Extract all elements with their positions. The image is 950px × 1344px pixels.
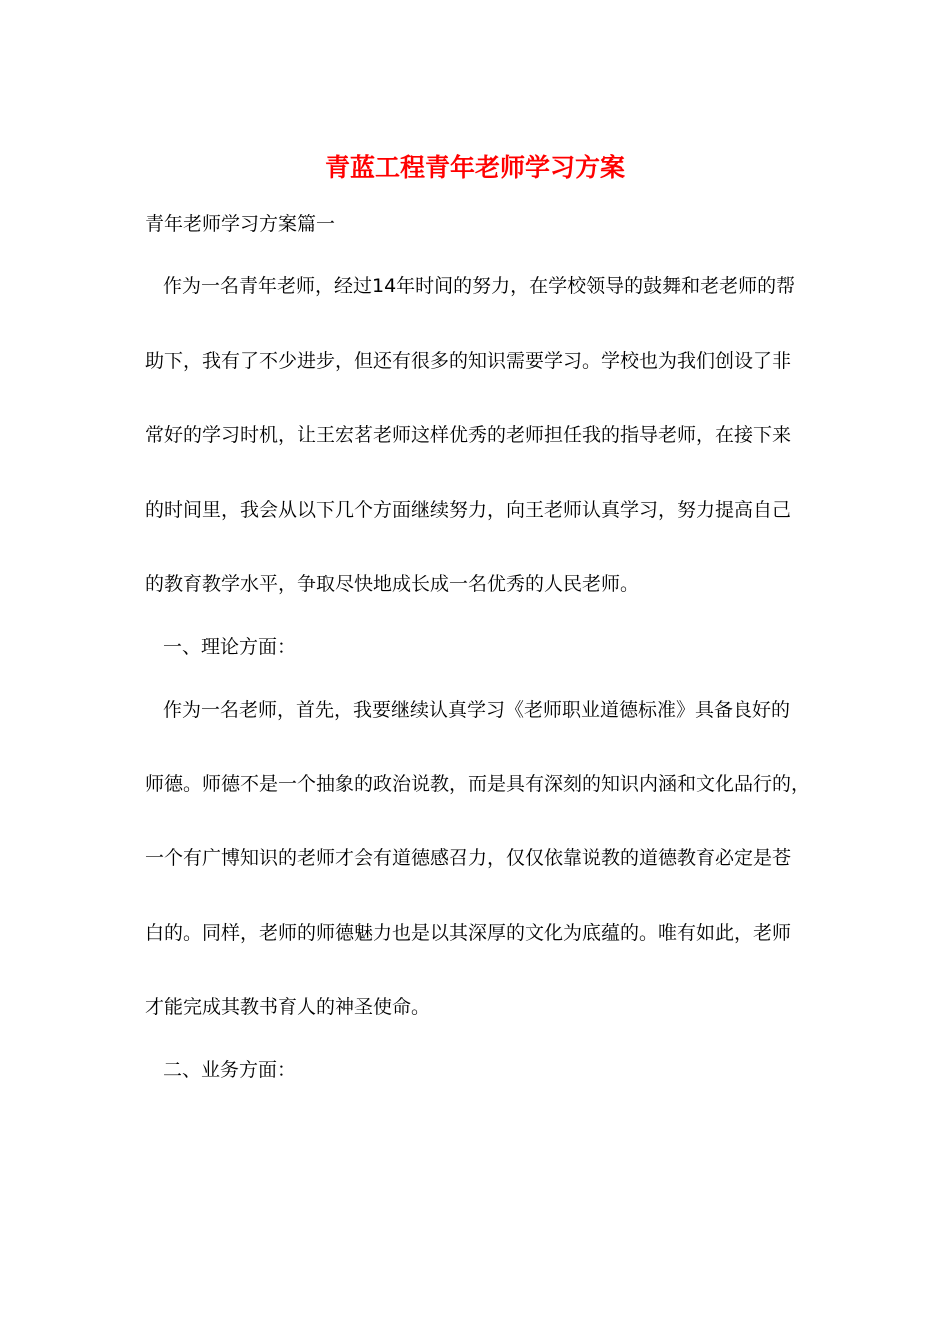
- paragraph1-line: 助下，我有了不少进步，但还有很多的知识需要学习。学校也为我们创设了非: [145, 350, 792, 372]
- paragraph2-line: 一个有广博知识的老师才会有道德感召力，仅仅依靠说教的道德教育必定是苍: [145, 847, 792, 869]
- paragraph1-line: 常好的学习时机，让王宏茗老师这样优秀的老师担任我的指导老师，在接下来: [145, 424, 792, 446]
- document-title: 青蓝工程青年老师学习方案: [324, 153, 625, 182]
- paragraph2-line: 才能完成其教书育人的神圣使命。: [145, 996, 431, 1018]
- paragraph2-line: 作为一名老师，首先，我要继续认真学习《老师职业道德标准》具备良好的: [163, 699, 791, 721]
- paragraph2-line: 白的。同样，老师的师德魅力也是以其深厚的文化为底蕴的。唯有如此，老师: [145, 922, 792, 944]
- paragraph1-line: 作为一名青年老师，经过14年时间的努力，在学校领导的鼓舞和老老师的帮: [163, 275, 796, 297]
- section-heading: 青年老师学习方案篇一: [145, 213, 336, 235]
- heading-business: 二、业务方面：: [163, 1059, 297, 1081]
- paragraph1-line: 的时间里，我会从以下几个方面继续努力，向王老师认真学习，努力提高自己: [145, 499, 792, 521]
- paragraph1-line: 的教育教学水平，争取尽快地成长成一名优秀的人民老师。: [145, 573, 640, 595]
- heading-theory: 一、理论方面：: [163, 636, 297, 658]
- paragraph2-line: 师德。师德不是一个抽象的政治说教，而是具有深刻的知识内涵和文化品行的，: [145, 773, 810, 795]
